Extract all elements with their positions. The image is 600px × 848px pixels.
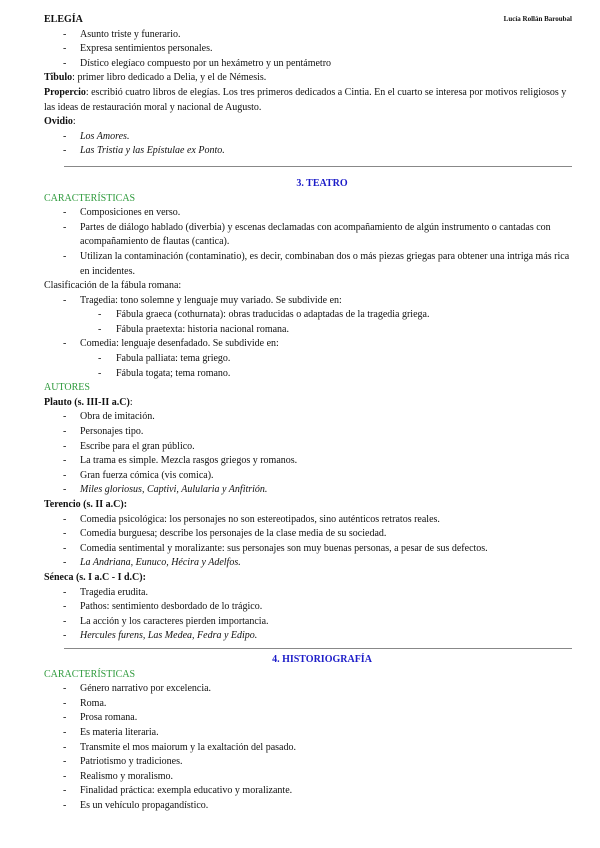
list-item: - Fábula togata; tema romano.	[44, 367, 572, 382]
tragedia-list	[44, 294, 572, 309]
propercio-label: Propercio	[44, 86, 86, 98]
teatro-caract-title: CARACTERÍSTICAS	[44, 192, 136, 204]
terencio-list	[44, 513, 572, 571]
list-item: - La trama es simple. Mezcla rasgos griegos y romanos.	[44, 454, 572, 469]
teatro-title: 3. TEATRO	[296, 177, 348, 189]
tibulo-label: Tibulo	[44, 72, 73, 84]
list-item: - Expresa sentimientos personales.	[44, 42, 572, 57]
comedia-sublist	[44, 352, 572, 381]
list-item: - Gran fuerza cómica (vis comica).	[44, 469, 572, 484]
list-item: - Los Amores.	[44, 130, 572, 145]
list-item: - Comedia psicológica: los personajes no son estereotipados, sino auténticos retratos reales.	[44, 513, 572, 528]
list-item: - Es un vehículo propagandístico.	[44, 799, 572, 814]
list-item: - Composiciones en verso.	[44, 206, 572, 221]
propercio-text: : escribió cuatro libros de elegías. Los tres primeros dedicados a Cintia. En el cuarto se interesa por motivos religiosos y las ideas de restauración moral y nacional de Augusto.	[44, 86, 567, 113]
historiografia-caract-title: CARACTERÍSTICAS	[44, 668, 136, 680]
autores-title: AUTORES	[44, 382, 90, 394]
list-item: - La Andriana, Eunuco, Hécira y Adelfos.	[44, 556, 572, 571]
list-item: - Transmite el mos maiorum y la exaltación del pasado.	[44, 741, 572, 756]
list-item: - Pathos: sentimiento desbordado de lo trágico.	[44, 600, 572, 615]
list-item: - Personajes tipo.	[44, 425, 572, 440]
list-item: - Tragedia erudita.	[44, 586, 572, 601]
list-item: - Comedia: lenguaje desenfadado. Se subdivide en:	[44, 337, 572, 352]
list-item: - Realismo y moralismo.	[44, 770, 572, 785]
ovidio-line	[44, 115, 572, 130]
list-item: - Miles gloriosus, Captivi, Aulularia y Anfitrión.	[44, 483, 572, 498]
list-item: - Hercules furens, Las Medea, Fedra y Edipo.	[44, 629, 572, 644]
list-item: - Fabula palliata: tema griego.	[44, 352, 572, 367]
terencio-heading: Terencio (s. II a.C):	[44, 499, 128, 510]
list-item: - Dístico elegíaco compuesto por un hexámetro y un pentámetro	[44, 57, 572, 72]
seneca-list	[44, 586, 572, 644]
list-item: - Obra de imitación.	[44, 410, 572, 425]
ovidio-label: Ovidio	[44, 116, 73, 128]
elegia-list	[44, 28, 572, 72]
list-item: - Género narrativo por excelencia.	[44, 682, 572, 697]
list-item: - La acción y los caracteres pierden importancia.	[44, 615, 572, 630]
plauto-list	[44, 410, 572, 498]
clasificacion-line: Clasificación de la fábula romana:	[44, 280, 182, 292]
list-item: - Prosa romana.	[44, 711, 572, 726]
elegia-title: ELEGÍA	[44, 14, 83, 25]
comedia-list	[44, 337, 572, 352]
list-item: - Fábula graeca (cothurnata): obras traducidas o adaptadas de la tragedia griega.	[44, 308, 572, 323]
list-item: - Las Tristia y las Epístulae ex Ponto.	[44, 144, 572, 159]
section-divider	[64, 166, 572, 167]
plauto-colon: :	[129, 396, 133, 408]
ovidio-colon: :	[72, 116, 76, 128]
list-item: - Finalidad práctica: exempla educativo y moralizante.	[44, 784, 572, 799]
list-item: - Utilizan la contaminación (contaminatio), es decir, combinaban dos o más piezas griegas para obtener una intriga más rica en incidentes.	[44, 250, 572, 279]
tragedia-sublist	[44, 308, 572, 337]
propercio-line	[44, 86, 572, 115]
header-author: Lucía Rollán Baroubal	[503, 15, 572, 23]
tibulo-line	[44, 71, 572, 86]
list-item: - Patriotismo y tradiciones.	[44, 755, 572, 770]
section-divider	[64, 648, 572, 649]
plauto-name: Plauto (s. III-II a.C)	[44, 396, 130, 408]
list-item: - Comedia sentimental y moralizante: sus personajes son muy buenas personas, a pesar de sus defectos.	[44, 542, 572, 557]
list-item: - Es materia literaria.	[44, 726, 572, 741]
list-item: - Roma.	[44, 697, 572, 712]
list-item: - Fábula praetexta: historia nacional romana.	[44, 323, 572, 338]
ovidio-list	[44, 130, 572, 159]
tibulo-text: : primer libro dedicado a Delia, y el de Némesis.	[72, 72, 267, 84]
list-item: - Asunto triste y funerario.	[44, 28, 572, 43]
seneca-heading: Séneca (s. I a.C - I d.C):	[44, 571, 146, 583]
historiografia-list	[44, 682, 572, 813]
historiografia-title: 4. HISTORIOGRAFÍA	[272, 653, 372, 665]
list-item: - Partes de diálogo hablado (diverbia) y escenas declamadas con acompañamiento de algún instrumento o cantadas con acompañamiento de flautas (cantica).	[44, 221, 572, 250]
list-item: - Tragedia: tono solemne y lenguaje muy variado. Se subdivide en:	[44, 294, 572, 309]
list-item: - Comedia burguesa; describe los personajes de la clase media de su sociedad.	[44, 527, 572, 542]
teatro-caract-list	[44, 206, 572, 279]
document-body	[44, 13, 572, 813]
plauto-heading	[44, 396, 572, 411]
list-item: - Escribe para el gran público.	[44, 440, 572, 455]
